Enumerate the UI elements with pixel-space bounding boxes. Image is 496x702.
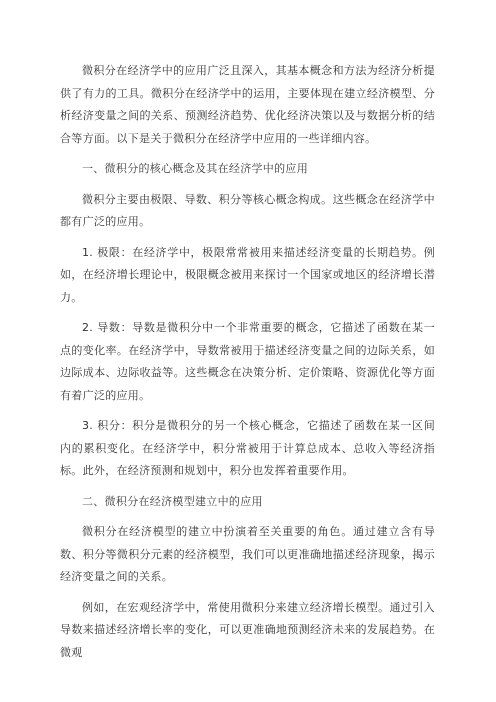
section-heading-1: 一、微积分的核心概念及其在经济学中的应用 xyxy=(82,162,308,175)
paragraph-integral: 3. 积分：积分是微积分的另一个核心概念，它描述了函数在某一区间内的累积变化。在经济学中，积分常被用于计算总成本、总收入等经济指标。此外，在经济预测和规划中，积分也发挥着重要作用。 xyxy=(60,419,435,477)
paragraph-derivative: 2. 导数：导数是微积分中一个非常重要的概念，它描述了函数在某一点的变化率。在经济学中，导数常被用于描述经济变量之间的边际关系，如边际成本、边际收益等。这些概念在决策分析、定价策略、资源优化等方面有着广泛的应用。 xyxy=(60,321,435,402)
section-heading-2: 二、微积分在经济模型建立中的应用 xyxy=(82,494,263,508)
paragraph-macro-example: 例如，在宏观经济学中，常使用微积分来建立经济增长模型。通过引入导数来描述经济增长率的变化，可以更准确地预测经济未来的发展趋势。在微观 xyxy=(60,600,435,659)
paragraph-core-concepts: 微积分主要由极限、导数、积分等核心概念构成。这些概念在经济学中都有广泛的应用。 xyxy=(60,192,435,228)
document-body xyxy=(60,60,435,672)
intro-paragraph: 微积分在经济学中的应用广泛且深入，其基本概念和方法为经济分析提供了有力的工具。微积分在经济学中的运用，主要体现在建立经济模型、分析经济变量之间的关系、预测经济趋势、优化经济决策以及与数据分析的结合等方面。以下是关于微积分在经济学中应用的一些详细内容。 xyxy=(60,64,435,145)
paragraph-limit: 1. 极限：在经济学中，极限常常被用来描述经济变量的长期趋势。例如，在经济增长理论中，极限概念被用来探讨一个国家或地区的经济增长潜力。 xyxy=(60,245,435,304)
paragraph-economic-models: 微积分在经济模型的建立中扮演着至关重要的角色。通过建立含有导数、积分等微积分元素的经济模型，我们可以更准确地描述经济现象，揭示经济变量之间的关系。 xyxy=(60,525,435,583)
